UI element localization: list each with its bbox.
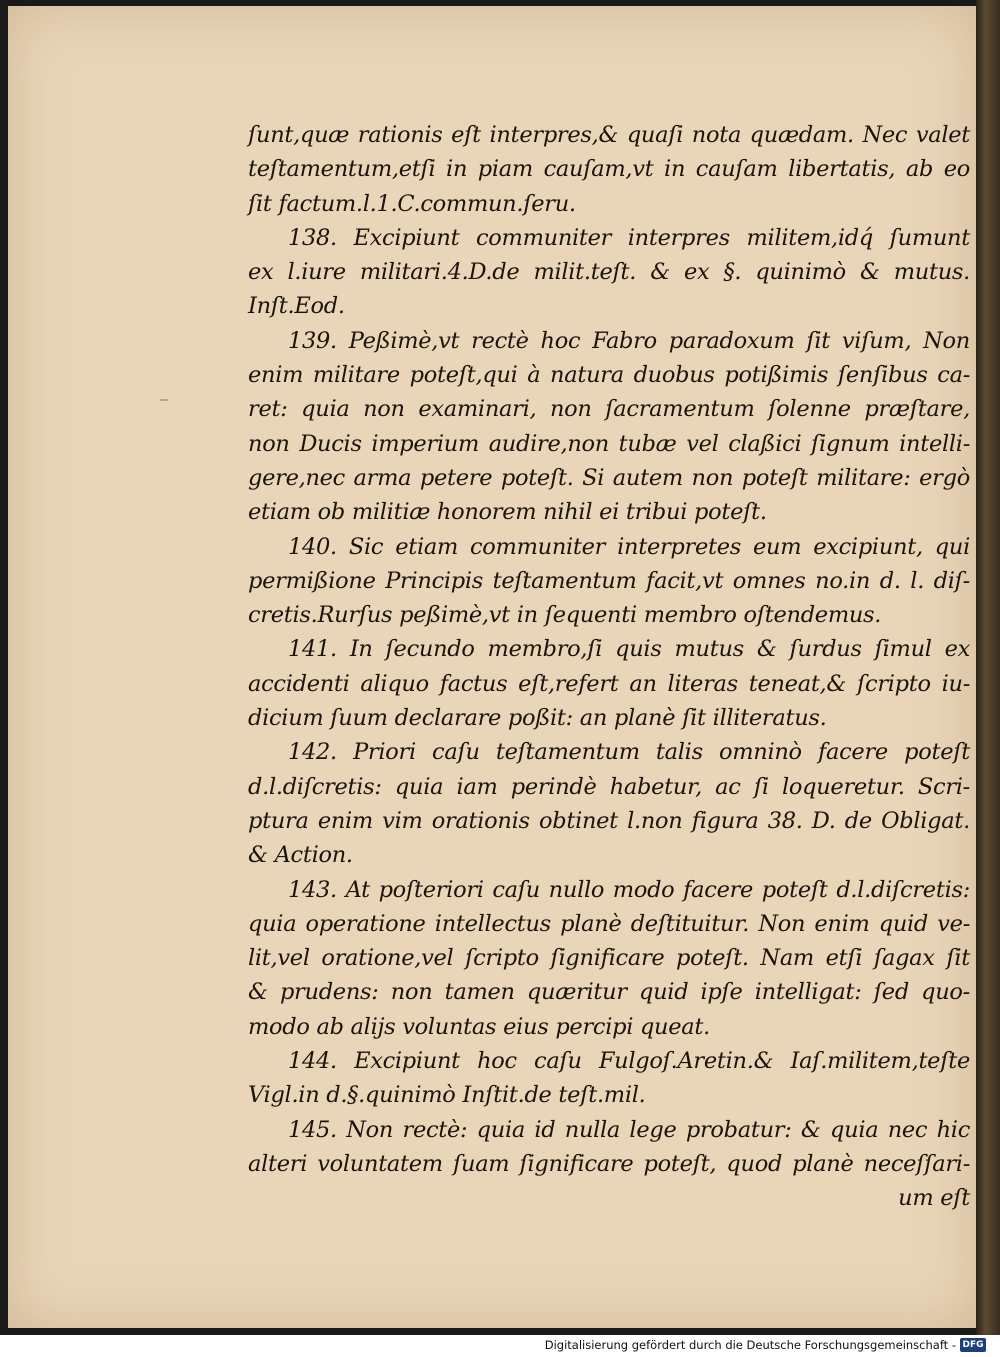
ink-mark (160, 399, 168, 401)
text-line: ſunt,quæ rationis eſt interpres,& quaſi nota quædam. Nec valet (248, 122, 970, 148)
text-line: ex l.iure militari.4.D.de milit.teſt. & ex §. quinimò & mutus. (248, 259, 970, 286)
text-line: Inſt.Eod. (248, 293, 345, 320)
text-line: gere,nec arma petere poteſt. Si autem non poteſt militare: ergò (248, 464, 970, 491)
text-line: cretis.Rurſus peßimè,vt in ſequenti membro oſtendemus. (248, 602, 882, 629)
text-line: 145. Non rectè: quia id nulla lege probatur: & quia nec hic (288, 1116, 970, 1143)
text-line: d.l.diſcretis: quia iam perindè habetur, ac ſi loqueretur. Scri- (248, 773, 970, 800)
text-line: lit,vel oratione,vel ſcripto ſignificare poteſt. Nam etſi ſagax ſit (248, 945, 970, 972)
footer-bar (0, 1335, 1000, 1357)
text-line: 138. Excipiunt communiter interpres militem,idq́ ſumunt (288, 224, 970, 251)
text-line: quia operatione intellectus planè deſtituitur. Non enim quid ve- (248, 910, 970, 937)
text-line: 139. Peßimè,vt rectè hoc Fabro paradoxum ſit viſum, Non (288, 327, 970, 354)
text-line: enim militare poteſt,qui à natura duobus potißimis ſenſibus ca- (248, 362, 970, 389)
funding-credit: Digitalisierung gefördert durch die Deutsche Forschungsgemeinschaft - (544, 1338, 956, 1352)
text-line: ptura enim vim orationis obtinet l.non figura 38. D. de Obligat. (248, 807, 970, 834)
text-line: Vigl.in d.§.quinimò Inſtit.de teſt.mil. (248, 1082, 646, 1109)
text-line: 141. In ſecundo membro,ſi quis mutus & ſurdus ſimul ex (288, 636, 970, 663)
text-line: & Action. (248, 842, 353, 869)
text-line: ſit factum.l.1.C.commun.ſeru. (248, 190, 576, 217)
page-gutter (976, 0, 1000, 1335)
text-line: permißione Principis teſtamentum facit,vt omnes no.in d. l. diſ- (248, 567, 970, 594)
text-line: 143. At poſteriori caſu nullo modo facere poteſt d.l.diſcretis: (288, 876, 970, 903)
text-line: modo ab alijs voluntas eius percipi queat. (248, 1013, 710, 1040)
text-line: etiam ob militiæ honorem nihil ei tribui poteſt. (248, 499, 767, 526)
text-line: alteri voluntatem ſuam ſignificare poteſt, quod planè neceſſari- (248, 1150, 970, 1177)
text-line: non Ducis imperium audire,non tubæ vel claßici ſignum intelli- (248, 430, 970, 457)
page-text (248, 118, 970, 1216)
text-line: dicium ſuum declarare poßit: an planè ſit illiteratus. (248, 705, 827, 732)
text-line: ret: quia non examinari, non ſacramentum ſolenne præſtare, (248, 396, 970, 423)
text-line: & prudens: non tamen quæritur quid ipſe intelligat: ſed quo- (248, 979, 970, 1006)
text-line: 140. Sic etiam communiter interpretes eum excipiunt, qui (288, 533, 970, 560)
text-line: 144. Excipiunt hoc caſu Fulgoſ.Aretin.& Iaſ.militem,teſte (288, 1048, 970, 1075)
dfg-logo-icon: DFG (960, 1338, 986, 1352)
catchword: um eſt (898, 1185, 970, 1212)
text-line: 142. Priori caſu teſtamentum talis omninò facere poteſt (288, 739, 970, 766)
text-line: accidenti aliquo factus eſt,refert an literas teneat,& ſcripto iu- (248, 670, 970, 697)
text-line: teſtamentum,etſi in piam cauſam,vt in cauſam libertatis, ab eo (248, 156, 970, 183)
